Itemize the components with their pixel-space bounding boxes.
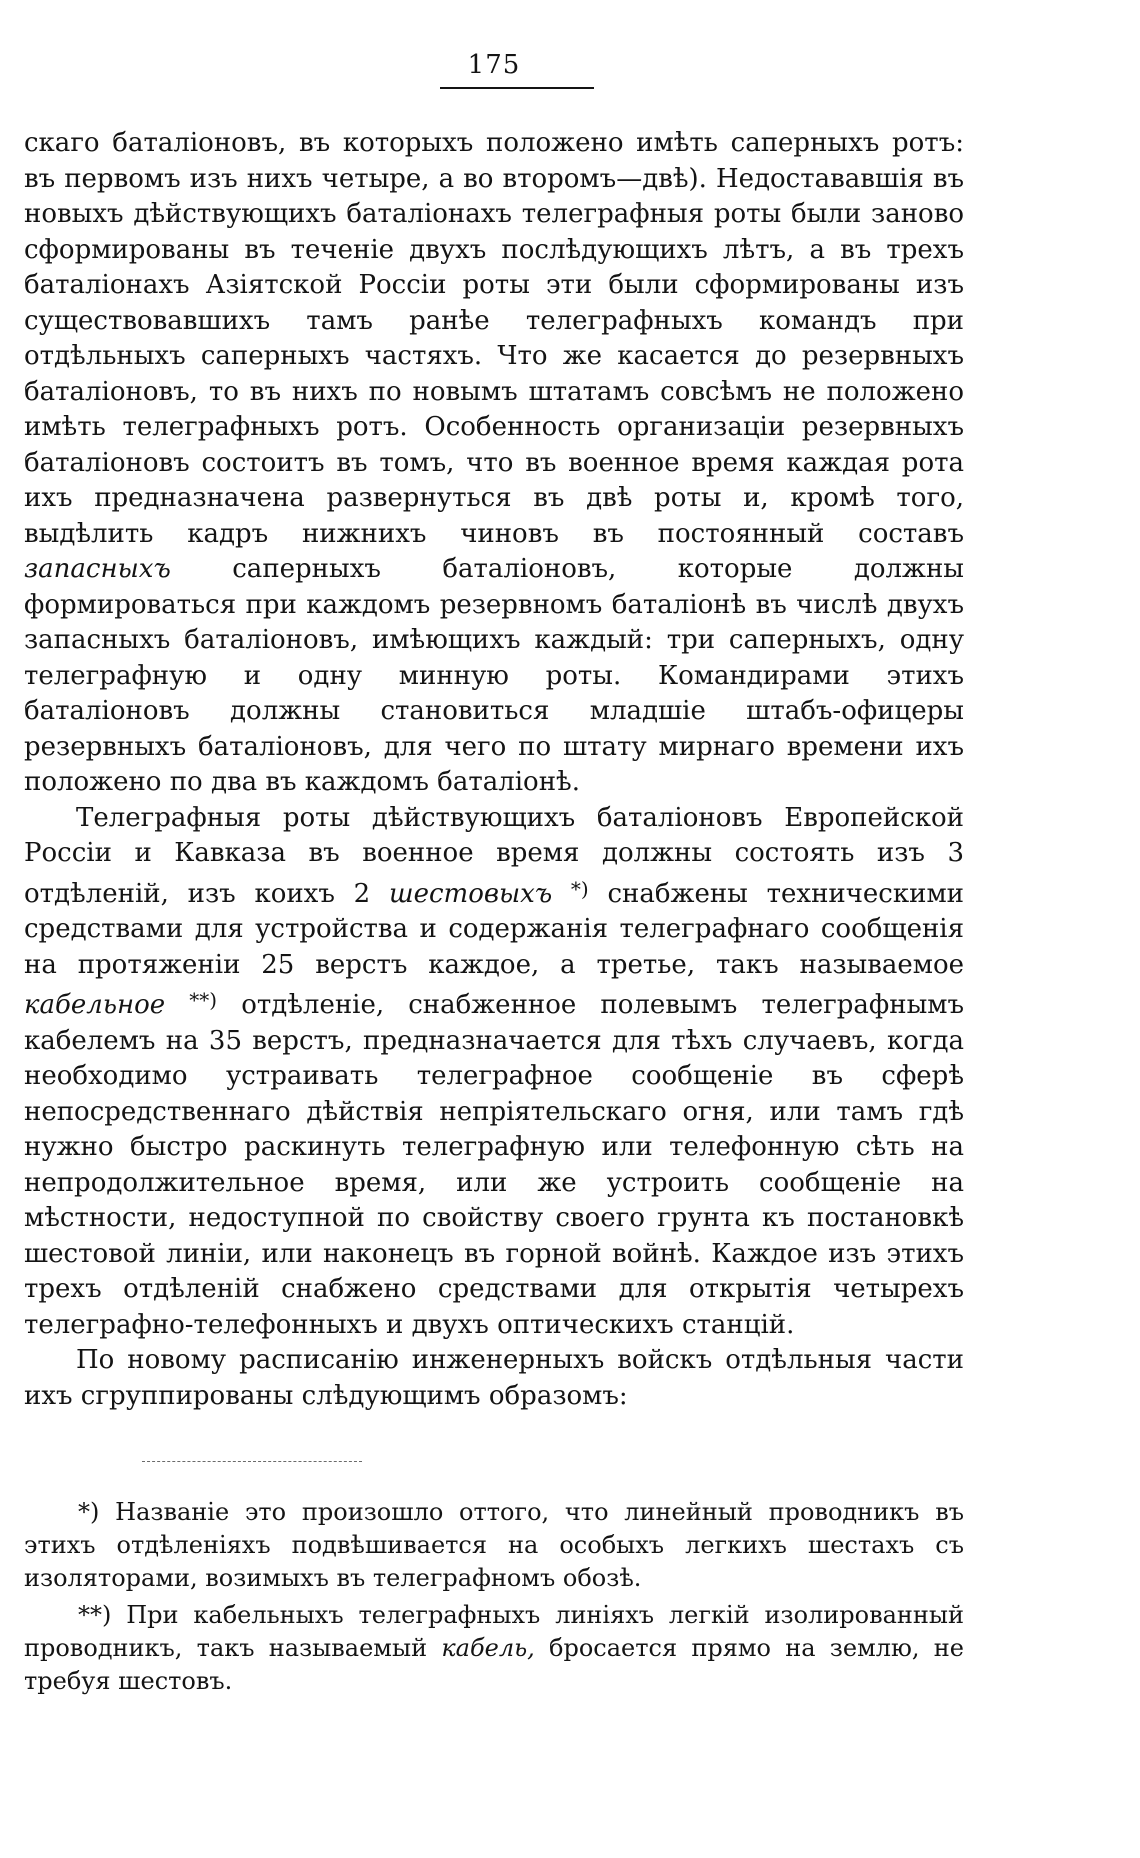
footnote-1-mark: *) [78,1498,100,1526]
paragraph-3: По новому расписанію инженерныхъ войскъ отдѣльныя части ихъ сгруппированы слѣдующимъ образомъ: [24,1345,964,1411]
paragraph-2-emphasis-2: кабельное [24,990,166,1020]
footnotes [24,1496,964,1702]
paragraph-2-emphasis-1: шестовыхъ [388,878,553,909]
paragraph-2-text-middle: снабжены техническими средствами для устройства и содержанія телеграфнаго сообщенія на протяженіи 25 верстъ каждое, а третье, такъ называемое [24,878,964,980]
footnote-2-text: При кабельныхъ телеграфныхъ линіяхъ легкій изолированный проводникъ, такъ называемый [24,1601,964,1662]
paragraph-1-text-continued: саперныхъ баталіоновъ, которые должны формироваться при каждомъ резервномъ баталіонѣ въ числѣ двухъ запасныхъ баталіоновъ, имѣющихъ каждый: три саперныхъ, одну телеграфную и одну минную роты. Командирами этихъ баталіоновъ должны становиться младшіе штабъ-офицеры резервныхъ баталіоновъ, для чего по штату мирнаго времени ихъ положено по два въ каждомъ баталіонѣ. [24,554,964,797]
footnote-reference-1: *) [570,876,589,901]
footnote-2-text-end: бросается прямо на землю, не требуя шестовъ. [24,1634,964,1695]
paragraph-2-text-end: отдѣленіе, снабженное полевымъ телеграфнымъ кабелемъ на 35 верстъ, предназначается для тѣхъ случаевъ, когда необходимо устраивать телеграфное сообщеніе въ сферѣ непосредственнаго дѣйствія непріятельскаго огня, или тамъ гдѣ нужно быстро раскинуть телеграфную или телефонную сѣть на непродолжительное время, или же устроить сообщеніе на мѣстности, недоступной по свойству своего грунта къ постановкѣ шестовой линіи, или наконецъ въ горной войнѣ. Каждое изъ этихъ трехъ отдѣленій снабжено средствами для открытія четырехъ телеграфно-телефонныхъ и двухъ оптическихъ станцій. [24,990,965,1340]
main-text [24,126,964,1414]
page-number: 175 [467,50,521,80]
paragraph-1 [24,126,964,801]
header-rule [440,87,594,89]
paragraph-1-text: скаго баталіоновъ, въ которыхъ положено имѣть саперныхъ ротъ: въ первомъ изъ нихъ четыре, а во второмъ—двѣ). Недостававшія въ новыхъ дѣйствующихъ баталіонахъ телеграфныя роты были заново сформированы въ теченіе двухъ послѣдующихъ лѣтъ, а въ трехъ баталіонахъ Азіятской Россіи роты эти были сформированы изъ существовавшихъ тамъ ранѣе телеграфныхъ командъ при отдѣльныхъ саперныхъ частяхъ. Что же касается до резервныхъ баталіоновъ, то въ нихъ по новымъ штатамъ совсѣмъ не положено имѣть телеграфныхъ ротъ. Особенность организаціи резервныхъ баталіоновъ состоитъ въ томъ, что въ военное время каждая рота ихъ предназначена развернуться въ двѣ роты и, кромѣ того, выдѣлить кадръ нижнихъ чиновъ въ постоянный составъ [24,128,964,549]
footnote-1 [24,1496,964,1595]
footnote-2 [24,1599,964,1698]
footnote-2-mark: **) [78,1601,112,1629]
footnote-separator [142,1461,362,1462]
footnote-reference-2: **) [189,988,218,1012]
footnote-1-text: Названіе это произошло оттого, что линейный проводникъ въ этихъ отдѣленіяхъ подвѣшивается на особыхъ легкихъ шестахъ съ изоляторами, возимыхъ въ телеграфномъ обозѣ. [24,1498,964,1592]
paragraph-1-emphasis: запасныхъ [24,554,171,584]
book-page [24,0,964,1858]
footnote-2-emphasis: кабель, [441,1634,535,1662]
paragraph-2-text: Телеграфныя роты дѣйствующихъ баталіоновъ Европейской Россіи и Кавказа въ военное время должны состоять изъ 3 отдѣленій, изъ коихъ 2 [24,802,964,909]
paragraph-2 [24,801,964,1344]
